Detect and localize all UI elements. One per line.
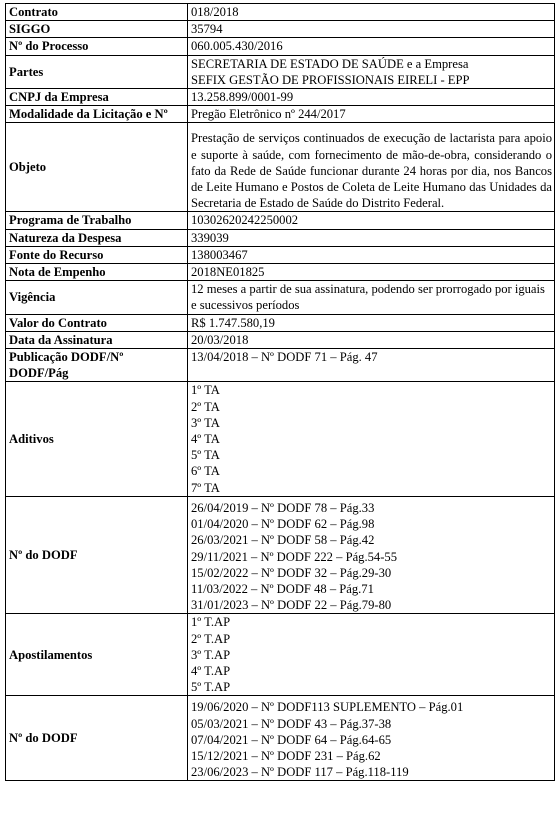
dodf-aditivo-entry: 29/11/2021 – Nº DODF 222 – Pág.54-55 (191, 549, 397, 564)
value-assinatura: 20/03/2018 (188, 331, 555, 348)
label-valor: Valor do Contrato (6, 314, 188, 331)
dodf-aditivo-entry: 26/03/2021 – Nº DODF 58 – Pág.42 (191, 533, 375, 548)
aditivo-item: 2º TA (191, 399, 220, 414)
row-empenho (6, 264, 555, 281)
apostilamento-item: 5º T.AP (191, 680, 231, 695)
aditivo-item: 1º TA (191, 383, 220, 398)
label-dodf-aditivos: Nº do DODF (6, 496, 188, 613)
label-natureza: Natureza da Despesa (6, 229, 188, 246)
value-empenho: 2018NE01825 (188, 264, 555, 281)
value-fonte: 138003467 (188, 246, 555, 263)
row-programa (6, 212, 555, 229)
row-objeto (6, 123, 555, 212)
row-siggo (6, 21, 555, 38)
value-cnpj: 13.258.899/0001-99 (188, 89, 555, 106)
label-objeto: Objeto (6, 123, 188, 212)
dodf-apostilamento-entry: 19/06/2020 – Nº DODF113 SUPLEMENTO – Pág.01 (191, 700, 464, 715)
value-publicacao: 13/04/2018 – Nº DODF 71 – Pág. 47 (188, 349, 555, 382)
value-partes (188, 55, 555, 88)
dodf-aditivo-entry: 31/01/2023 – Nº DODF 22 – Pág.79-80 (191, 598, 392, 613)
apostilamento-item: 1º T.AP (191, 615, 231, 630)
value-objeto: Prestação de serviços continuados de execução de lactarista para apoio e suporte à saúde, com fornecimento de mão-de-obra, considerando o fato da Rede de Saúde funcionar durante 24 horas por dia, nos Bancos de Leite Humano e Postos de Coleta de Leite Humano das Unidades da Secretaria de Estado de Saúde do Distrito Federal. (188, 123, 555, 212)
row-cnpj (6, 89, 555, 106)
dodf-aditivo-entry: 26/04/2019 – Nº DODF 78 – Pág.33 (191, 500, 375, 515)
label-processo: Nº do Processo (6, 38, 188, 55)
row-contrato (6, 4, 555, 21)
row-assinatura (6, 331, 555, 348)
value-processo: 060.005.430/2016 (188, 38, 555, 55)
label-cnpj: CNPJ da Empresa (6, 89, 188, 106)
dodf-apostilamento-entry: 15/12/2021 – Nº DODF 231 – Pág.62 (191, 748, 381, 763)
label-aditivos: Aditivos (6, 382, 188, 496)
row-processo (6, 38, 555, 55)
partes-line: SEFIX GESTÃO DE PROFISSIONAIS EIRELI - EPP (191, 72, 470, 87)
label-partes: Partes (6, 55, 188, 88)
label-contrato: Contrato (6, 4, 188, 21)
aditivo-item: 4º TA (191, 432, 220, 447)
row-natureza (6, 229, 555, 246)
row-valor (6, 314, 555, 331)
label-fonte: Fonte do Recurso (6, 246, 188, 263)
row-modalidade (6, 106, 555, 123)
value-natureza: 339039 (188, 229, 555, 246)
value-modalidade: Pregão Eletrônico nº 244/2017 (188, 106, 555, 123)
value-apostilamentos (188, 614, 555, 696)
apostilamento-item: 2º T.AP (191, 631, 231, 646)
aditivo-item: 3º TA (191, 415, 220, 430)
row-fonte (6, 246, 555, 263)
dodf-apostilamento-entry: 07/04/2021 – Nº DODF 64 – Pág.64-65 (191, 732, 392, 747)
value-aditivos (188, 382, 555, 496)
aditivo-item: 5º TA (191, 448, 220, 463)
row-vigencia (6, 281, 555, 314)
row-dodf-apostilamentos (6, 696, 555, 781)
dodf-apostilamento-entry: 05/03/2021 – Nº DODF 43 – Pág.37-38 (191, 716, 392, 731)
value-dodf-apostilamentos (188, 696, 555, 781)
row-dodf-aditivos (6, 496, 555, 613)
dodf-aditivo-entry: 11/03/2022 – Nº DODF 48 – Pág.71 (191, 581, 374, 596)
label-empenho: Nota de Empenho (6, 264, 188, 281)
value-siggo: 35794 (188, 21, 555, 38)
value-valor: R$ 1.747.580,19 (188, 314, 555, 331)
label-siggo: SIGGO (6, 21, 188, 38)
aditivo-item: 6º TA (191, 464, 220, 479)
dodf-aditivo-entry: 15/02/2022 – Nº DODF 32 – Pág.29-30 (191, 565, 392, 580)
value-contrato: 018/2018 (188, 4, 555, 21)
apostilamento-item: 4º T.AP (191, 663, 231, 678)
label-publicacao: Publicação DODF/Nº DODF/Pág (6, 349, 188, 382)
row-partes (6, 55, 555, 88)
value-vigencia: 12 meses a partir de sua assinatura, podendo ser prorrogado por iguais e sucessivos períodos (188, 281, 555, 314)
value-dodf-aditivos (188, 496, 555, 613)
partes-line: SECRETARIA DE ESTADO DE SAÚDE e a Empresa (191, 56, 469, 71)
row-publicacao (6, 349, 555, 382)
dodf-apostilamento-entry: 23/06/2023 – Nº DODF 117 – Pág.118-119 (191, 765, 409, 780)
row-aditivos (6, 382, 555, 496)
label-assinatura: Data da Assinatura (6, 331, 188, 348)
label-dodf-apostilamentos: Nº do DODF (6, 696, 188, 781)
dodf-aditivo-entry: 01/04/2020 – Nº DODF 62 – Pág.98 (191, 517, 375, 532)
row-apostilamentos (6, 614, 555, 696)
apostilamento-item: 3º T.AP (191, 647, 231, 662)
label-modalidade: Modalidade da Licitação e Nº (6, 106, 188, 123)
contract-details-table (5, 3, 555, 781)
label-programa: Programa de Trabalho (6, 212, 188, 229)
value-programa: 10302620242250002 (188, 212, 555, 229)
label-apostilamentos: Apostilamentos (6, 614, 188, 696)
aditivo-item: 7º TA (191, 480, 220, 495)
label-vigencia: Vigência (6, 281, 188, 314)
